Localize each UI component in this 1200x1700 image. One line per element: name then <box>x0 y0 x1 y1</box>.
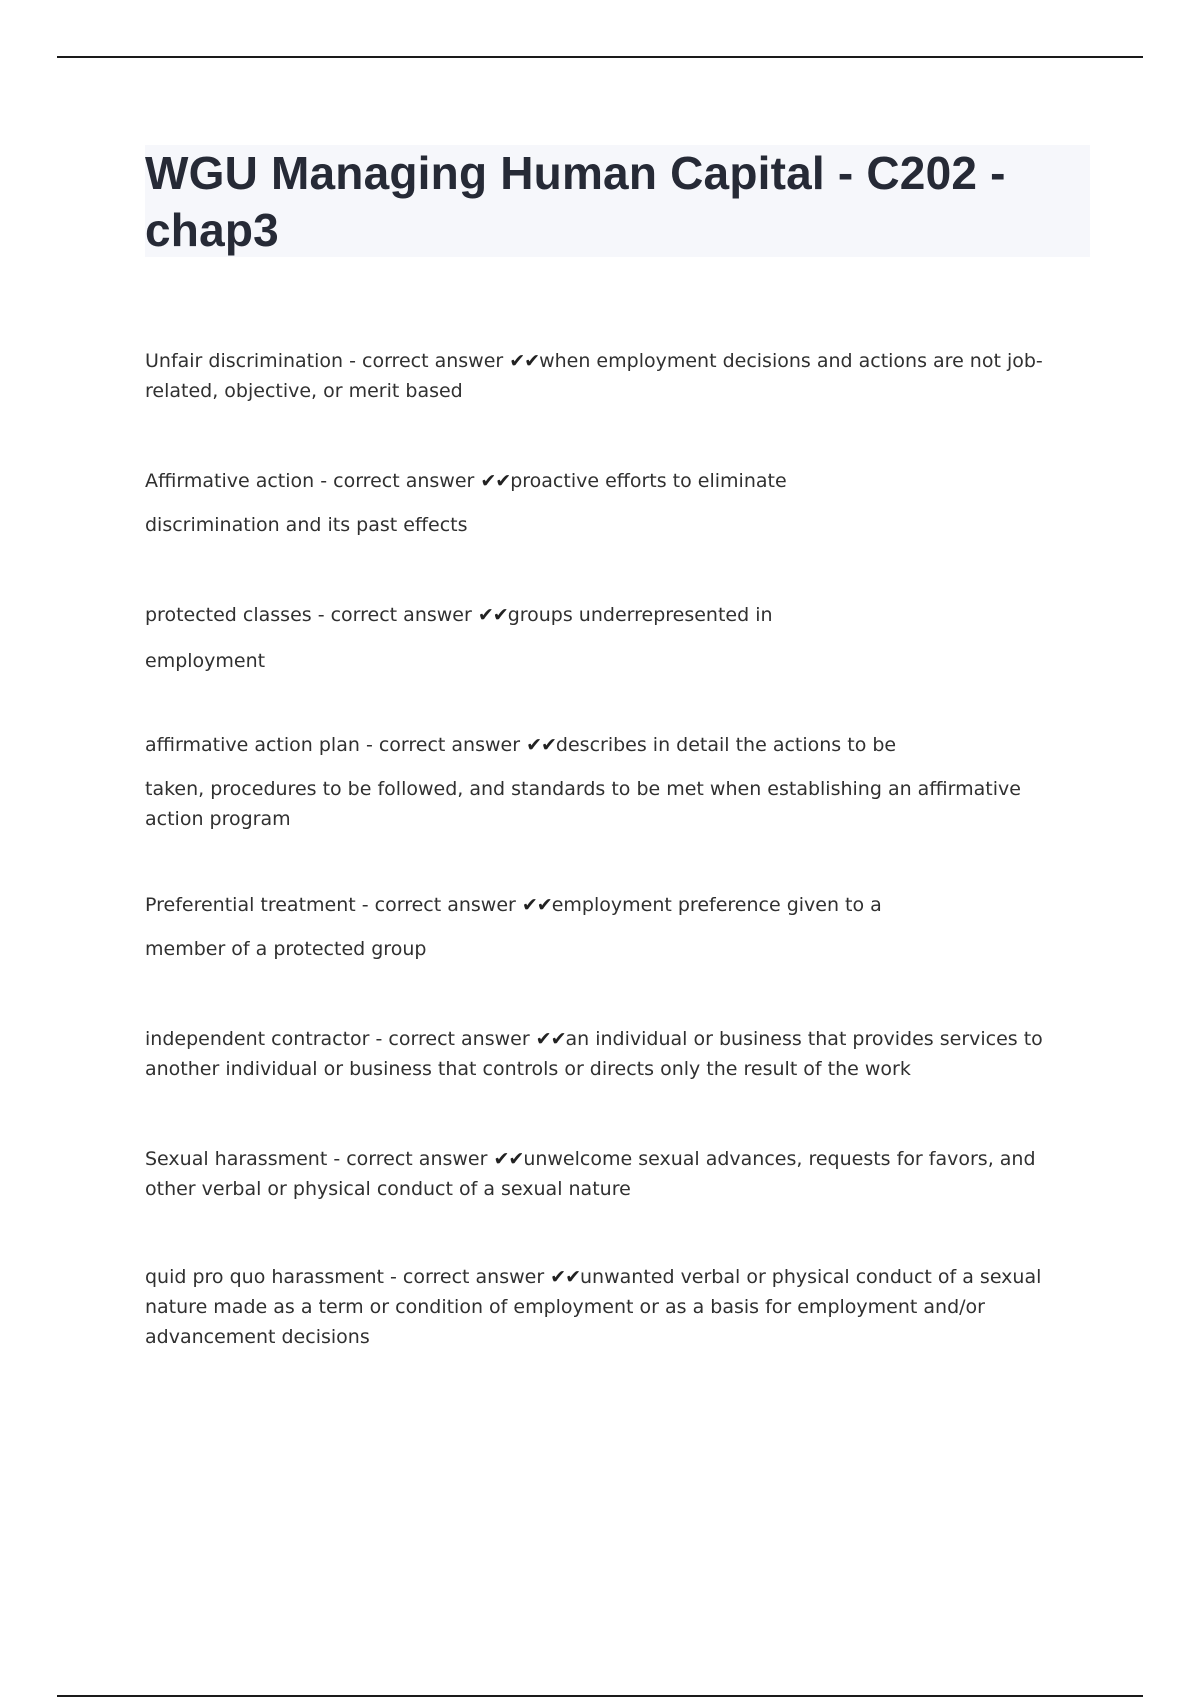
entry-separator: - correct answer <box>311 604 478 626</box>
check-icon: ✔✔ <box>480 470 511 492</box>
entry-term: affirmative action plan <box>145 734 360 756</box>
entry-separator: - correct answer <box>327 1148 494 1170</box>
entry-definition: unwelcome sexual advances, requests for favors, and other verbal or physical conduct of a sexual nature <box>145 1148 1036 1200</box>
entry-definition: when employment decisions and actions are not job-related, objective, or merit based <box>145 350 1043 402</box>
top-rule <box>57 56 1143 58</box>
entry-definition: an individual or business that provides services to another individual or business that controls or directs only the result of the work <box>145 1028 1043 1080</box>
entry-separator: - correct answer <box>384 1266 551 1288</box>
entry-separator: - correct answer <box>355 894 522 916</box>
entry-definition-continued: member of a protected group <box>145 938 427 960</box>
entry-separator: - correct answer <box>314 470 481 492</box>
entry-separator: - correct answer <box>369 1028 536 1050</box>
entry-definition: unwanted verbal or physical conduct of a sexual nature made as a term or condition of employment or as a basis for employment and/or advancement decisions <box>145 1266 1042 1348</box>
entry-term: quid pro quo harassment <box>145 1266 384 1288</box>
check-icon: ✔✔ <box>526 734 556 756</box>
entry-definition-continued: taken, procedures to be followed, and standards to be met when establishing an affirmative action program <box>145 778 1021 830</box>
flashcard-entry <box>145 1024 1095 1084</box>
check-icon: ✔✔ <box>477 604 508 626</box>
page-title: WGU Managing Human Capital - C202 - chap3 <box>145 147 1006 256</box>
check-icon: ✔✔ <box>509 350 540 372</box>
bottom-rule <box>57 1695 1143 1697</box>
entry-term: Sexual harassment <box>145 1148 328 1170</box>
entry-definition: proactive efforts to eliminate <box>510 470 787 492</box>
flashcard-entry <box>145 890 1095 964</box>
check-icon: ✔✔ <box>521 894 552 916</box>
check-icon: ✔✔ <box>535 1028 566 1050</box>
entry-term: Preferential treatment <box>145 894 356 916</box>
check-icon: ✔✔ <box>550 1266 581 1288</box>
flashcard-entry <box>145 1144 1095 1204</box>
entry-definition-continued: employment <box>145 650 266 672</box>
check-icon: ✔✔ <box>493 1148 524 1170</box>
entry-definition: employment preference given to a <box>551 894 882 916</box>
entry-term: protected classes <box>145 604 312 626</box>
entry-separator: - correct answer <box>343 350 510 372</box>
flashcard-entry <box>145 346 1095 406</box>
entry-definition-continued: discrimination and its past effects <box>145 514 468 536</box>
entry-definition: groups underrepresented in <box>507 604 773 626</box>
flashcard-list <box>145 346 1095 1352</box>
flashcard-entry <box>145 730 1095 834</box>
title-banner <box>145 145 1090 257</box>
entry-definition: describes in detail the actions to be <box>555 734 897 756</box>
flashcard-entry <box>145 466 1095 540</box>
entry-term: Affirmative action <box>145 470 315 492</box>
flashcard-entry <box>145 600 1095 676</box>
entry-term: Unfair discrimination <box>145 350 344 372</box>
entry-separator: - correct answer <box>359 734 527 756</box>
flashcard-entry <box>145 1262 1095 1352</box>
entry-term: independent contractor <box>145 1028 370 1050</box>
